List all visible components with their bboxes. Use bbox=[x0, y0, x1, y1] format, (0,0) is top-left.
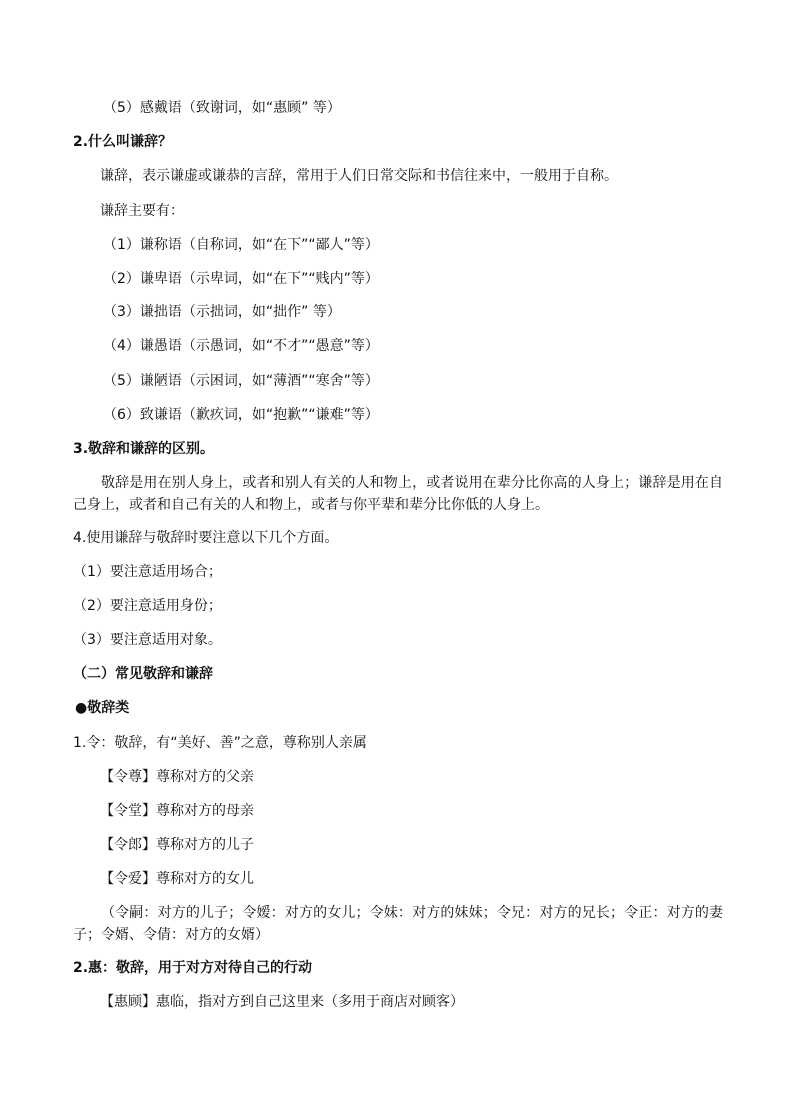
ling-entry: 【令爱】尊称对方的女儿 bbox=[100, 871, 254, 887]
difference-paragraph: 敬辞是用在别人身上，或者和别人有关的人和物上，或者说用在辈分比你高的人身上；谦辞是用在自己身上，或者和自己有关的人和物上，或者与你平辈和辈分比你低的人身上。 bbox=[73, 475, 723, 513]
humble-main-label: 谦辞主要有： bbox=[100, 203, 184, 219]
ling-entry: 【令堂】尊称对方的母亲 bbox=[100, 803, 254, 819]
usage-item: （2）要注意适用身份； bbox=[73, 598, 222, 614]
category-label: 敬辞类 bbox=[87, 700, 130, 716]
humble-item: （3）谦拙语（示拙词，如“拙作” 等） bbox=[103, 304, 341, 320]
honorific-item-5: （5）感戴语（致谢词，如“惠顾” 等） bbox=[103, 100, 341, 116]
section-4-heading: 4.使用谦辞与敬辞时要注意以下几个方面。 bbox=[73, 530, 339, 546]
humble-item: （4）谦愚语（示愚词，如“不才”“愚意”等） bbox=[103, 338, 379, 354]
hui-heading: 2.惠：敬辞，用于对方对待自己的行动 bbox=[73, 960, 313, 976]
ling-note: （令嗣：对方的儿子；令嫒：对方的女儿；令妹：对方的妹妹；令兄：对方的兄长；令正：对方的妻子；令婿、令倩：对方的女婿） bbox=[73, 905, 723, 943]
humble-item: （2）谦卑语（示卑词，如“在下”“贱内”等） bbox=[103, 271, 379, 287]
usage-item: （1）要注意适用场合； bbox=[73, 564, 222, 580]
ling-entry: 【令郎】尊称对方的儿子 bbox=[100, 837, 254, 853]
humble-item: （1）谦称语（自称词，如“在下”“鄙人”等） bbox=[103, 237, 379, 253]
humble-intro: 谦辞，表示谦虚或谦恭的言辞，常用于人们日常交际和书信往来中，一般用于自称。 bbox=[100, 168, 618, 184]
humble-item: （6）致谦语（歉疚词，如“抱歉”“谦难”等） bbox=[103, 407, 379, 423]
hui-entry: 【惠顾】惠临，指对方到自己这里来（多用于商店对顾客） bbox=[100, 994, 464, 1010]
section-3-heading: 3.敬辞和谦辞的区别。 bbox=[73, 441, 215, 457]
section-2-heading: 2.什么叫谦辞？ bbox=[73, 134, 173, 150]
ling-heading: 1.令：敬辞，有“美好、善”之意，尊称别人亲属 bbox=[73, 735, 367, 751]
ling-entry: 【令尊】尊称对方的父亲 bbox=[100, 769, 254, 785]
category-heading bbox=[75, 698, 129, 718]
humble-item: （5）谦陋语（示困词，如“薄酒”“寒舍”等） bbox=[103, 373, 379, 389]
part-2-heading: （二）常见敬辞和谦辞 bbox=[73, 666, 213, 682]
bullet-icon: ● bbox=[75, 700, 88, 716]
usage-item: （3）要注意适用对象。 bbox=[73, 632, 222, 648]
